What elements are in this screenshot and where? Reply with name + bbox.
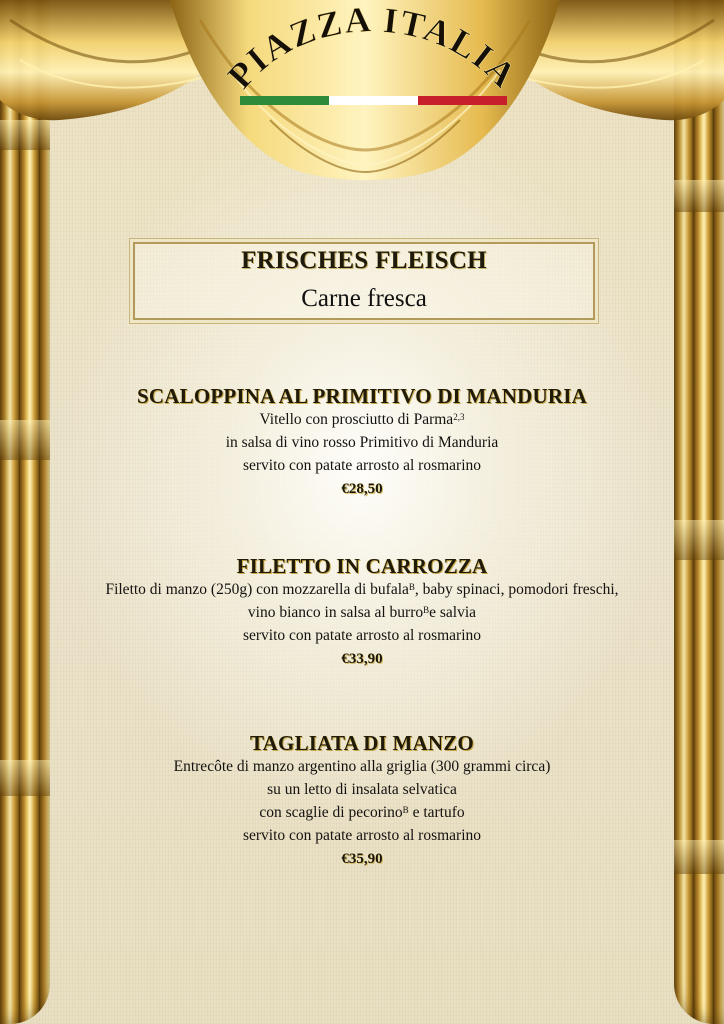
- brand-name: PIAZZA ITALIA: [219, 0, 526, 97]
- dish-name: TAGLIATA DI MANZO: [250, 731, 474, 755]
- dish-description-line: con scaglie di pecorino$^B$ e tartufo: [259, 804, 465, 821]
- dish-name: FILETTO IN CARROZZA: [236, 554, 488, 578]
- dish-price: €33,90: [341, 651, 383, 667]
- dish-name: SCALOPPINA AL PRIMITIVO DI MANDURIA: [137, 384, 587, 408]
- dish-description-line: servito con patate arrosto al rosmarino: [242, 457, 482, 474]
- section-title-german: FRISCHES FLEISCH: [241, 247, 487, 274]
- dish-description-line: Vitello con prosciutto di Parma$^{2,3}$: [259, 411, 465, 428]
- dish-description-line: servito con patate arrosto al rosmarino: [242, 827, 482, 844]
- dish-description-line: servito con patate arrosto al rosmarino: [242, 627, 482, 644]
- section-header: [133, 242, 595, 320]
- dish-price: €35,90: [341, 851, 383, 867]
- brand-logo: [0, 0, 724, 200]
- dish-price: €28,50: [341, 481, 383, 497]
- menu-item: [60, 731, 664, 871]
- section-title-italian: Carne fresca: [301, 285, 427, 312]
- dish-description-line: su un letto di insalata selvatica: [267, 781, 457, 798]
- dish-description-line: Filetto di manzo (250g) con mozzarella di bufala$^B$, baby spinaci, pomodori freschi,: [105, 581, 619, 598]
- italian-flag-stripe: [240, 96, 507, 105]
- dish-description-line: Entrecôte di manzo argentino alla griglia (300 grammi circa): [173, 758, 551, 775]
- menu-item: [60, 554, 664, 671]
- dish-description-line: in salsa di vino rosso Primitivo di Manduria: [225, 434, 499, 451]
- menu-item: [60, 384, 664, 501]
- dish-description-line: vino bianco in salsa al burro$^B$e salvia: [247, 604, 477, 621]
